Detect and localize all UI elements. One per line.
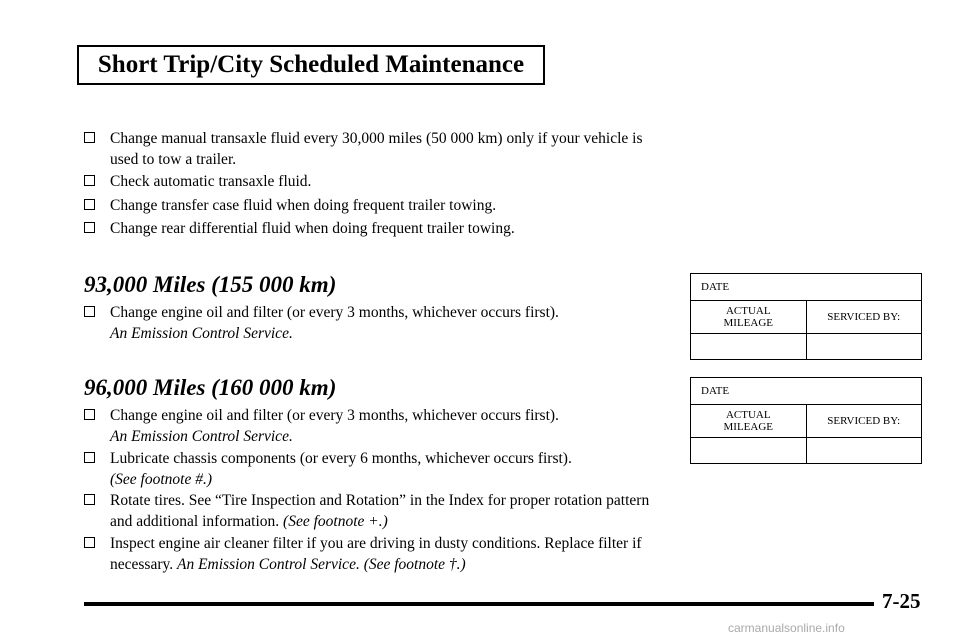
item-note: (See footnote +.) — [283, 513, 388, 530]
item-text — [110, 302, 664, 344]
serviced-by-label: SERVICED BY: — [806, 301, 922, 334]
date-label: DATE — [691, 274, 922, 301]
checkbox-icon — [84, 452, 95, 463]
item-text: Check automatic transaxle fluid. — [110, 173, 312, 190]
item-main: Change engine oil and filter (or every 3 months, whichever occurs first). — [110, 407, 559, 424]
page-title: Short Trip/City Scheduled Maintenance — [77, 45, 545, 85]
list-item — [84, 128, 664, 170]
watermark: carmanualsonline.info — [728, 621, 845, 635]
item-note: An Emission Control Service. (See footnote †.) — [177, 556, 466, 573]
checkbox-icon — [84, 494, 95, 505]
item-main: Change engine oil and filter (or every 3 months, whichever occurs first). — [110, 304, 559, 321]
item-text — [110, 533, 664, 575]
serviced-by-label: SERVICED BY: — [806, 405, 922, 438]
item-text: Change transfer case fluid when doing frequent trailer towing. — [110, 197, 497, 214]
item-text — [110, 490, 664, 532]
mileage-label: ACTUAL MILEAGE — [691, 301, 807, 334]
item-main: Inspect engine air cleaner filter if you are driving in dusty conditions. Replace filter if necessary. — [110, 535, 642, 573]
section-heading-93k: 93,000 Miles (155 000 km) — [84, 272, 337, 297]
serviced-by-entry — [806, 334, 922, 360]
item-main: Rotate tires. See “Tire Inspection and Rotation” in the Index for proper rotation pattern and additional information. — [110, 492, 650, 530]
service-record-table-93k — [690, 273, 922, 360]
checkbox-icon — [84, 537, 95, 548]
list-item — [84, 448, 664, 490]
checkbox-icon — [84, 132, 95, 143]
checkbox-icon — [84, 306, 95, 317]
list-item — [84, 218, 664, 239]
item-main: Lubricate chassis components (or every 6 months, whichever occurs first). — [110, 450, 572, 467]
item-text — [110, 405, 664, 447]
item-text — [110, 448, 664, 490]
item-note: An Emission Control Service. — [110, 325, 293, 342]
list-item — [84, 533, 664, 575]
mileage-entry — [691, 438, 807, 464]
checkbox-icon — [84, 222, 95, 233]
footer-rule — [84, 602, 874, 606]
service-record-table-96k — [690, 377, 922, 464]
list-item — [84, 171, 664, 192]
section-heading-96k: 96,000 Miles (160 000 km) — [84, 375, 337, 400]
item-note: An Emission Control Service. — [110, 428, 293, 445]
list-item — [84, 490, 664, 532]
mileage-label: ACTUAL MILEAGE — [691, 405, 807, 438]
item-text: Change manual transaxle fluid every 30,000 miles (50 000 km) only if your vehicle is used to tow a trailer. — [110, 130, 643, 168]
list-item — [84, 405, 664, 447]
date-label: DATE — [691, 378, 922, 405]
page-number: 7-25 — [882, 589, 921, 613]
checkbox-icon — [84, 409, 95, 420]
item-text: Change rear differential fluid when doing frequent trailer towing. — [110, 220, 515, 237]
checkbox-icon — [84, 175, 95, 186]
checkbox-icon — [84, 199, 95, 210]
serviced-by-entry — [806, 438, 922, 464]
mileage-entry — [691, 334, 807, 360]
list-item — [84, 195, 664, 216]
list-item — [84, 302, 664, 344]
item-note: (See footnote #.) — [110, 471, 213, 488]
